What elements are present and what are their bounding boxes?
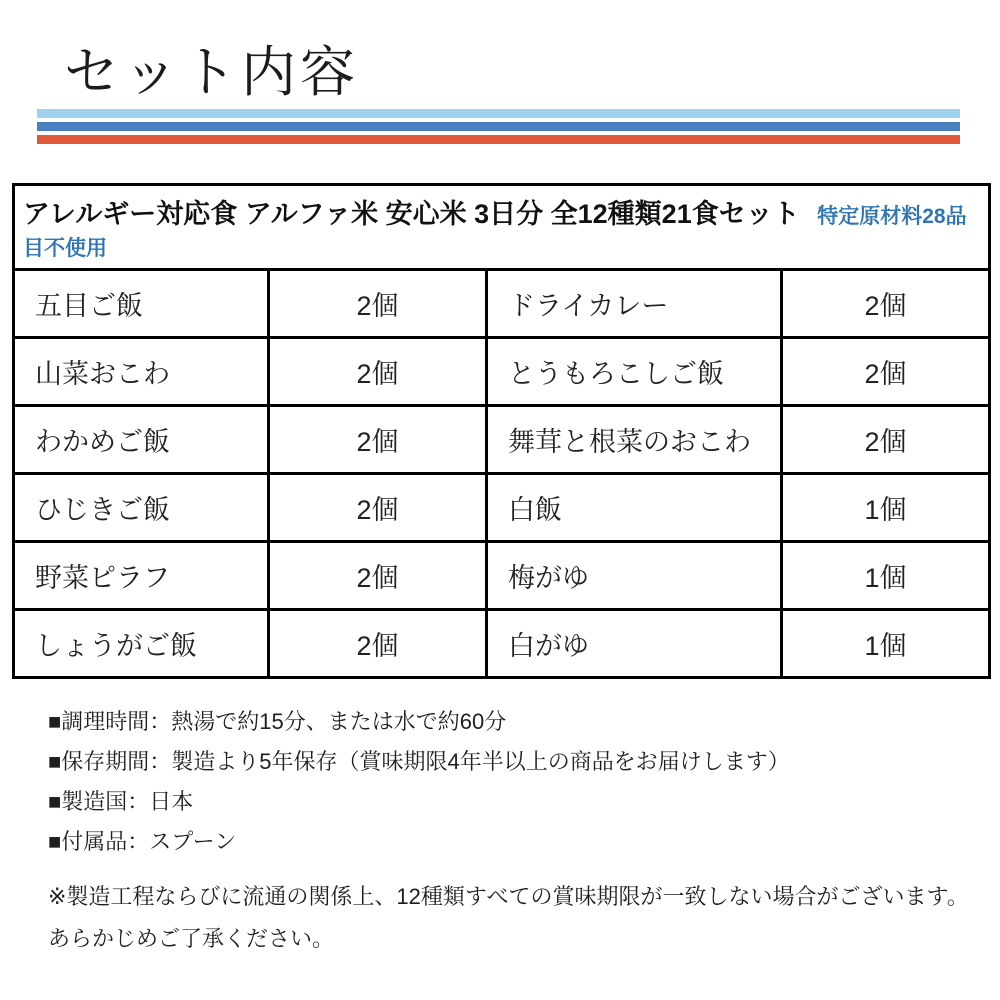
item-quantity: 1個 [782, 474, 990, 542]
item-name: わかめご飯 [14, 406, 269, 474]
table-row [14, 474, 990, 542]
allergen-note: 特定原材料28品目不使用 [23, 205, 967, 260]
disclaimer-line-2: あらかじめご了承ください。 [48, 926, 335, 951]
disclaimer [48, 876, 988, 960]
product-title: アレルギー対応食 アルファ米 安心米 3日分 全12種類21食セット [23, 199, 800, 229]
item-quantity: 2個 [269, 406, 487, 474]
product-notes [48, 702, 988, 960]
item-quantity: 2個 [782, 338, 990, 406]
stripe-light-blue [37, 109, 960, 118]
item-quantity: 2個 [269, 474, 487, 542]
page-title: セット内容 [64, 41, 360, 103]
item-quantity: 2個 [269, 542, 487, 610]
table-row [14, 542, 990, 610]
item-name: ドライカレー [487, 270, 782, 338]
set-contents-table [12, 183, 991, 679]
note-accessories: ■付属品：スプーン [48, 829, 237, 854]
table-row [14, 406, 990, 474]
table-header-row [14, 185, 990, 270]
item-name: しょうがご飯 [14, 610, 269, 678]
item-quantity: 2個 [269, 270, 487, 338]
item-name: ひじきご飯 [14, 474, 269, 542]
table-row [14, 270, 990, 338]
item-quantity: 1個 [782, 610, 990, 678]
table-row [14, 338, 990, 406]
item-quantity: 1個 [782, 542, 990, 610]
table-row [14, 610, 990, 678]
item-name: 舞茸と根菜のおこわ [487, 406, 782, 474]
decorative-stripes [37, 109, 960, 144]
item-name: 梅がゆ [487, 542, 782, 610]
item-quantity: 2個 [782, 406, 990, 474]
item-quantity: 2個 [269, 610, 487, 678]
note-cooking-time: ■調理時間：熱湯で約15分、または水で約60分 [48, 709, 507, 734]
table-header-cell [14, 185, 990, 270]
item-name: 白飯 [487, 474, 782, 542]
item-name: 山菜おこわ [14, 338, 269, 406]
item-name: 五目ご飯 [14, 270, 269, 338]
note-country-of-origin: ■製造国：日本 [48, 789, 194, 814]
item-name: 野菜ピラフ [14, 542, 269, 610]
item-name: 白がゆ [487, 610, 782, 678]
item-quantity: 2個 [269, 338, 487, 406]
item-quantity: 2個 [782, 270, 990, 338]
item-name: とうもろこしご飯 [487, 338, 782, 406]
note-shelf-life: ■保存期間：製造より5年保存（賞味期限4年半以上の商品をお届けします） [48, 749, 790, 774]
stripe-blue [37, 122, 960, 131]
stripe-orange [37, 135, 960, 144]
disclaimer-line-1: ※製造工程ならびに流通の関係上、12種類すべての賞味期限が一致しない場合がございます。 [48, 884, 969, 909]
